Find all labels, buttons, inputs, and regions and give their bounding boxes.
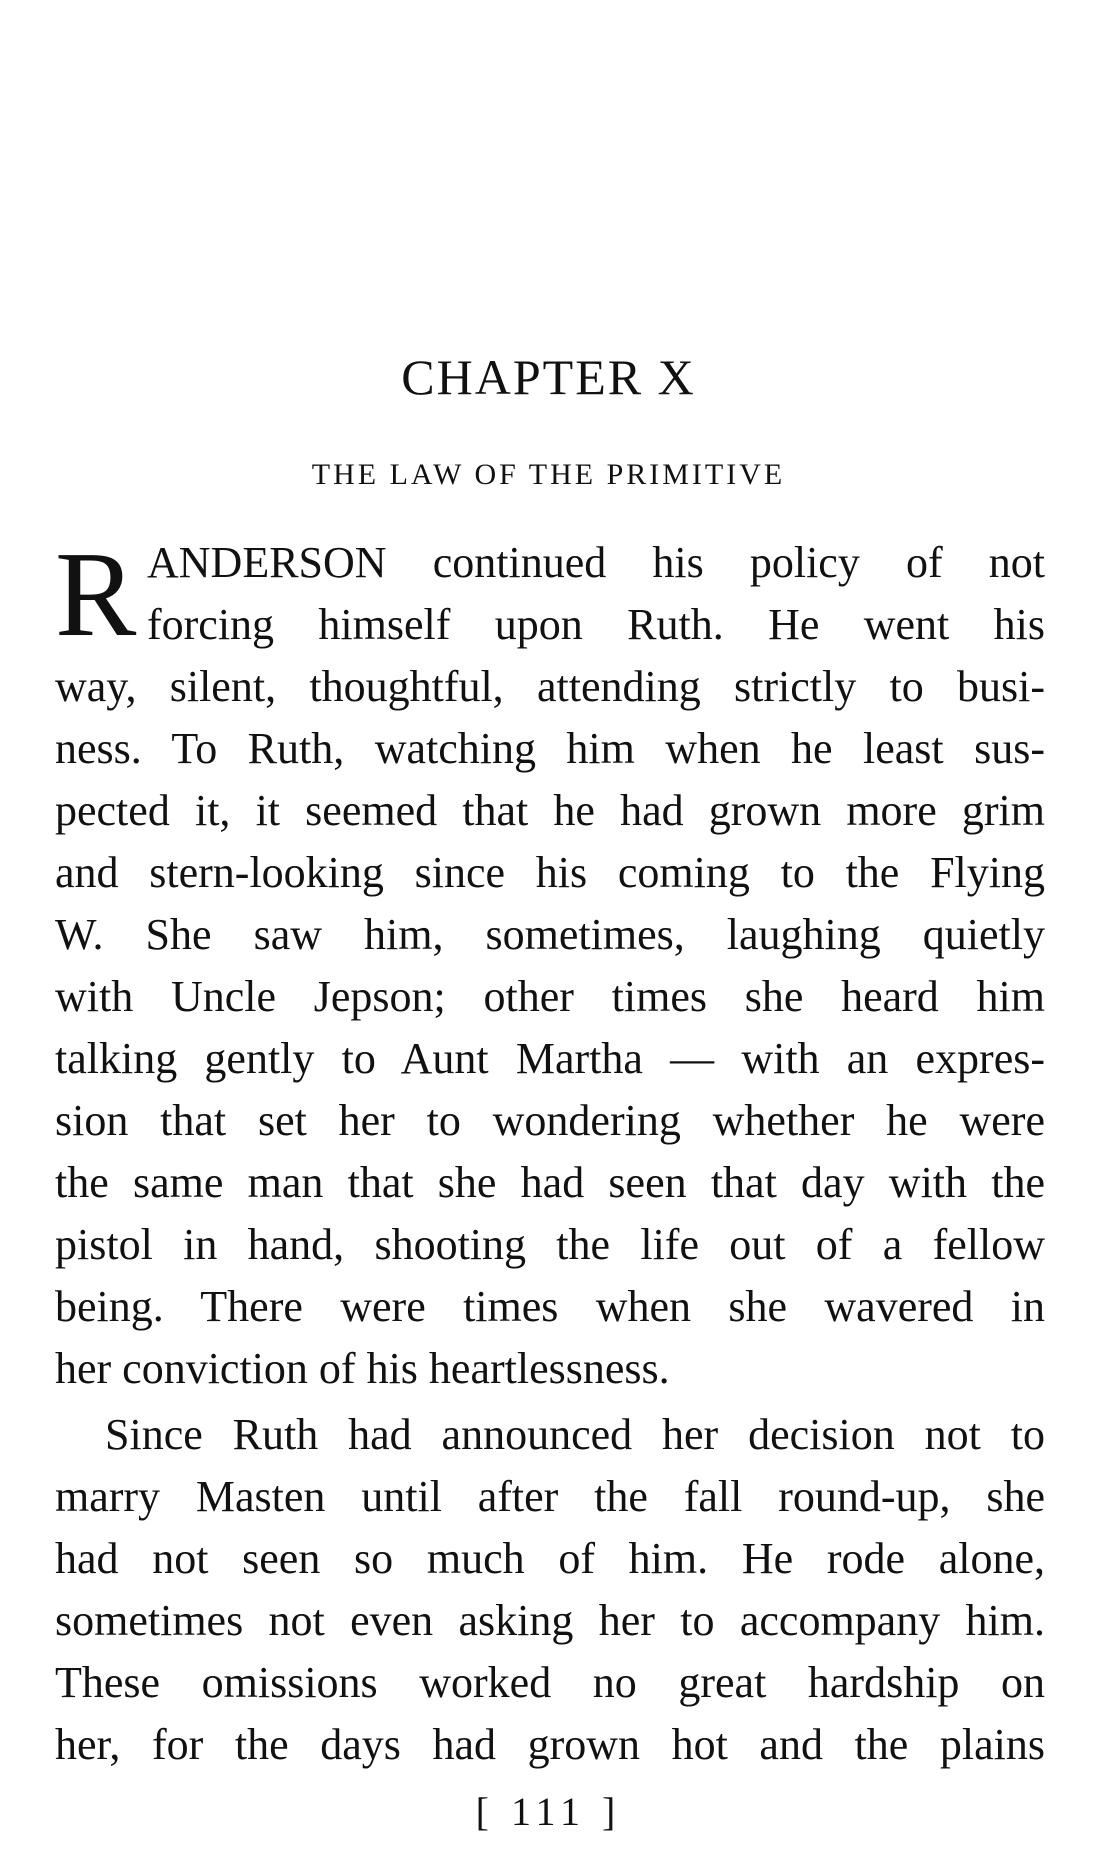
text-line: being. There were times when she wavered in	[55, 1282, 1045, 1331]
text-line: forcing himself upon Ruth. He went his	[147, 600, 1045, 649]
text-line: ANDERSON continued his policy of not	[147, 538, 1045, 587]
text-line: talking gently to Aunt Martha — with an expres-	[55, 1034, 1045, 1083]
text-line: marry Masten until after the fall round-up, she	[55, 1472, 1045, 1521]
text-line: ness. To Ruth, watching him when he least sus-	[55, 724, 1045, 773]
text-line: sometimes not even asking her to accompany him.	[55, 1596, 1045, 1645]
text-line: sion that set her to wondering whether he were	[55, 1096, 1045, 1145]
text-line: These omissions worked no great hardship on	[55, 1658, 1045, 1707]
page-number: [ 111 ]	[475, 1789, 622, 1834]
text-line: her conviction of his heartlessness.	[55, 1344, 670, 1393]
text-line: and stern-looking since his coming to the Flying	[55, 848, 1045, 897]
chapter-number: CHAPTER X	[401, 349, 696, 405]
chapter-title: THE LAW OF THE PRIMITIVE	[311, 458, 786, 491]
text-line: pected it, it seemed that he had grown more grim	[55, 786, 1045, 835]
paragraph-2	[55, 1404, 1045, 1776]
text-line: the same man that she had seen that day with the	[55, 1158, 1045, 1207]
text-line: W. She saw him, sometimes, laughing quietly	[55, 910, 1045, 959]
text-line: Since Ruth had announced her decision not to	[105, 1410, 1045, 1459]
text-line: her, for the days had grown hot and the plains	[55, 1720, 1045, 1769]
paragraph-1	[55, 527, 1045, 1400]
text-line: pistol in hand, shooting the life out of a fellow	[55, 1220, 1045, 1269]
drop-cap: R	[55, 527, 137, 662]
text-line: with Uncle Jepson; other times she heard him	[55, 972, 1045, 1021]
text-line: way, silent, thoughtful, attending strictly to busi-	[55, 662, 1045, 711]
text-line: had not seen so much of him. He rode alone,	[55, 1534, 1045, 1583]
